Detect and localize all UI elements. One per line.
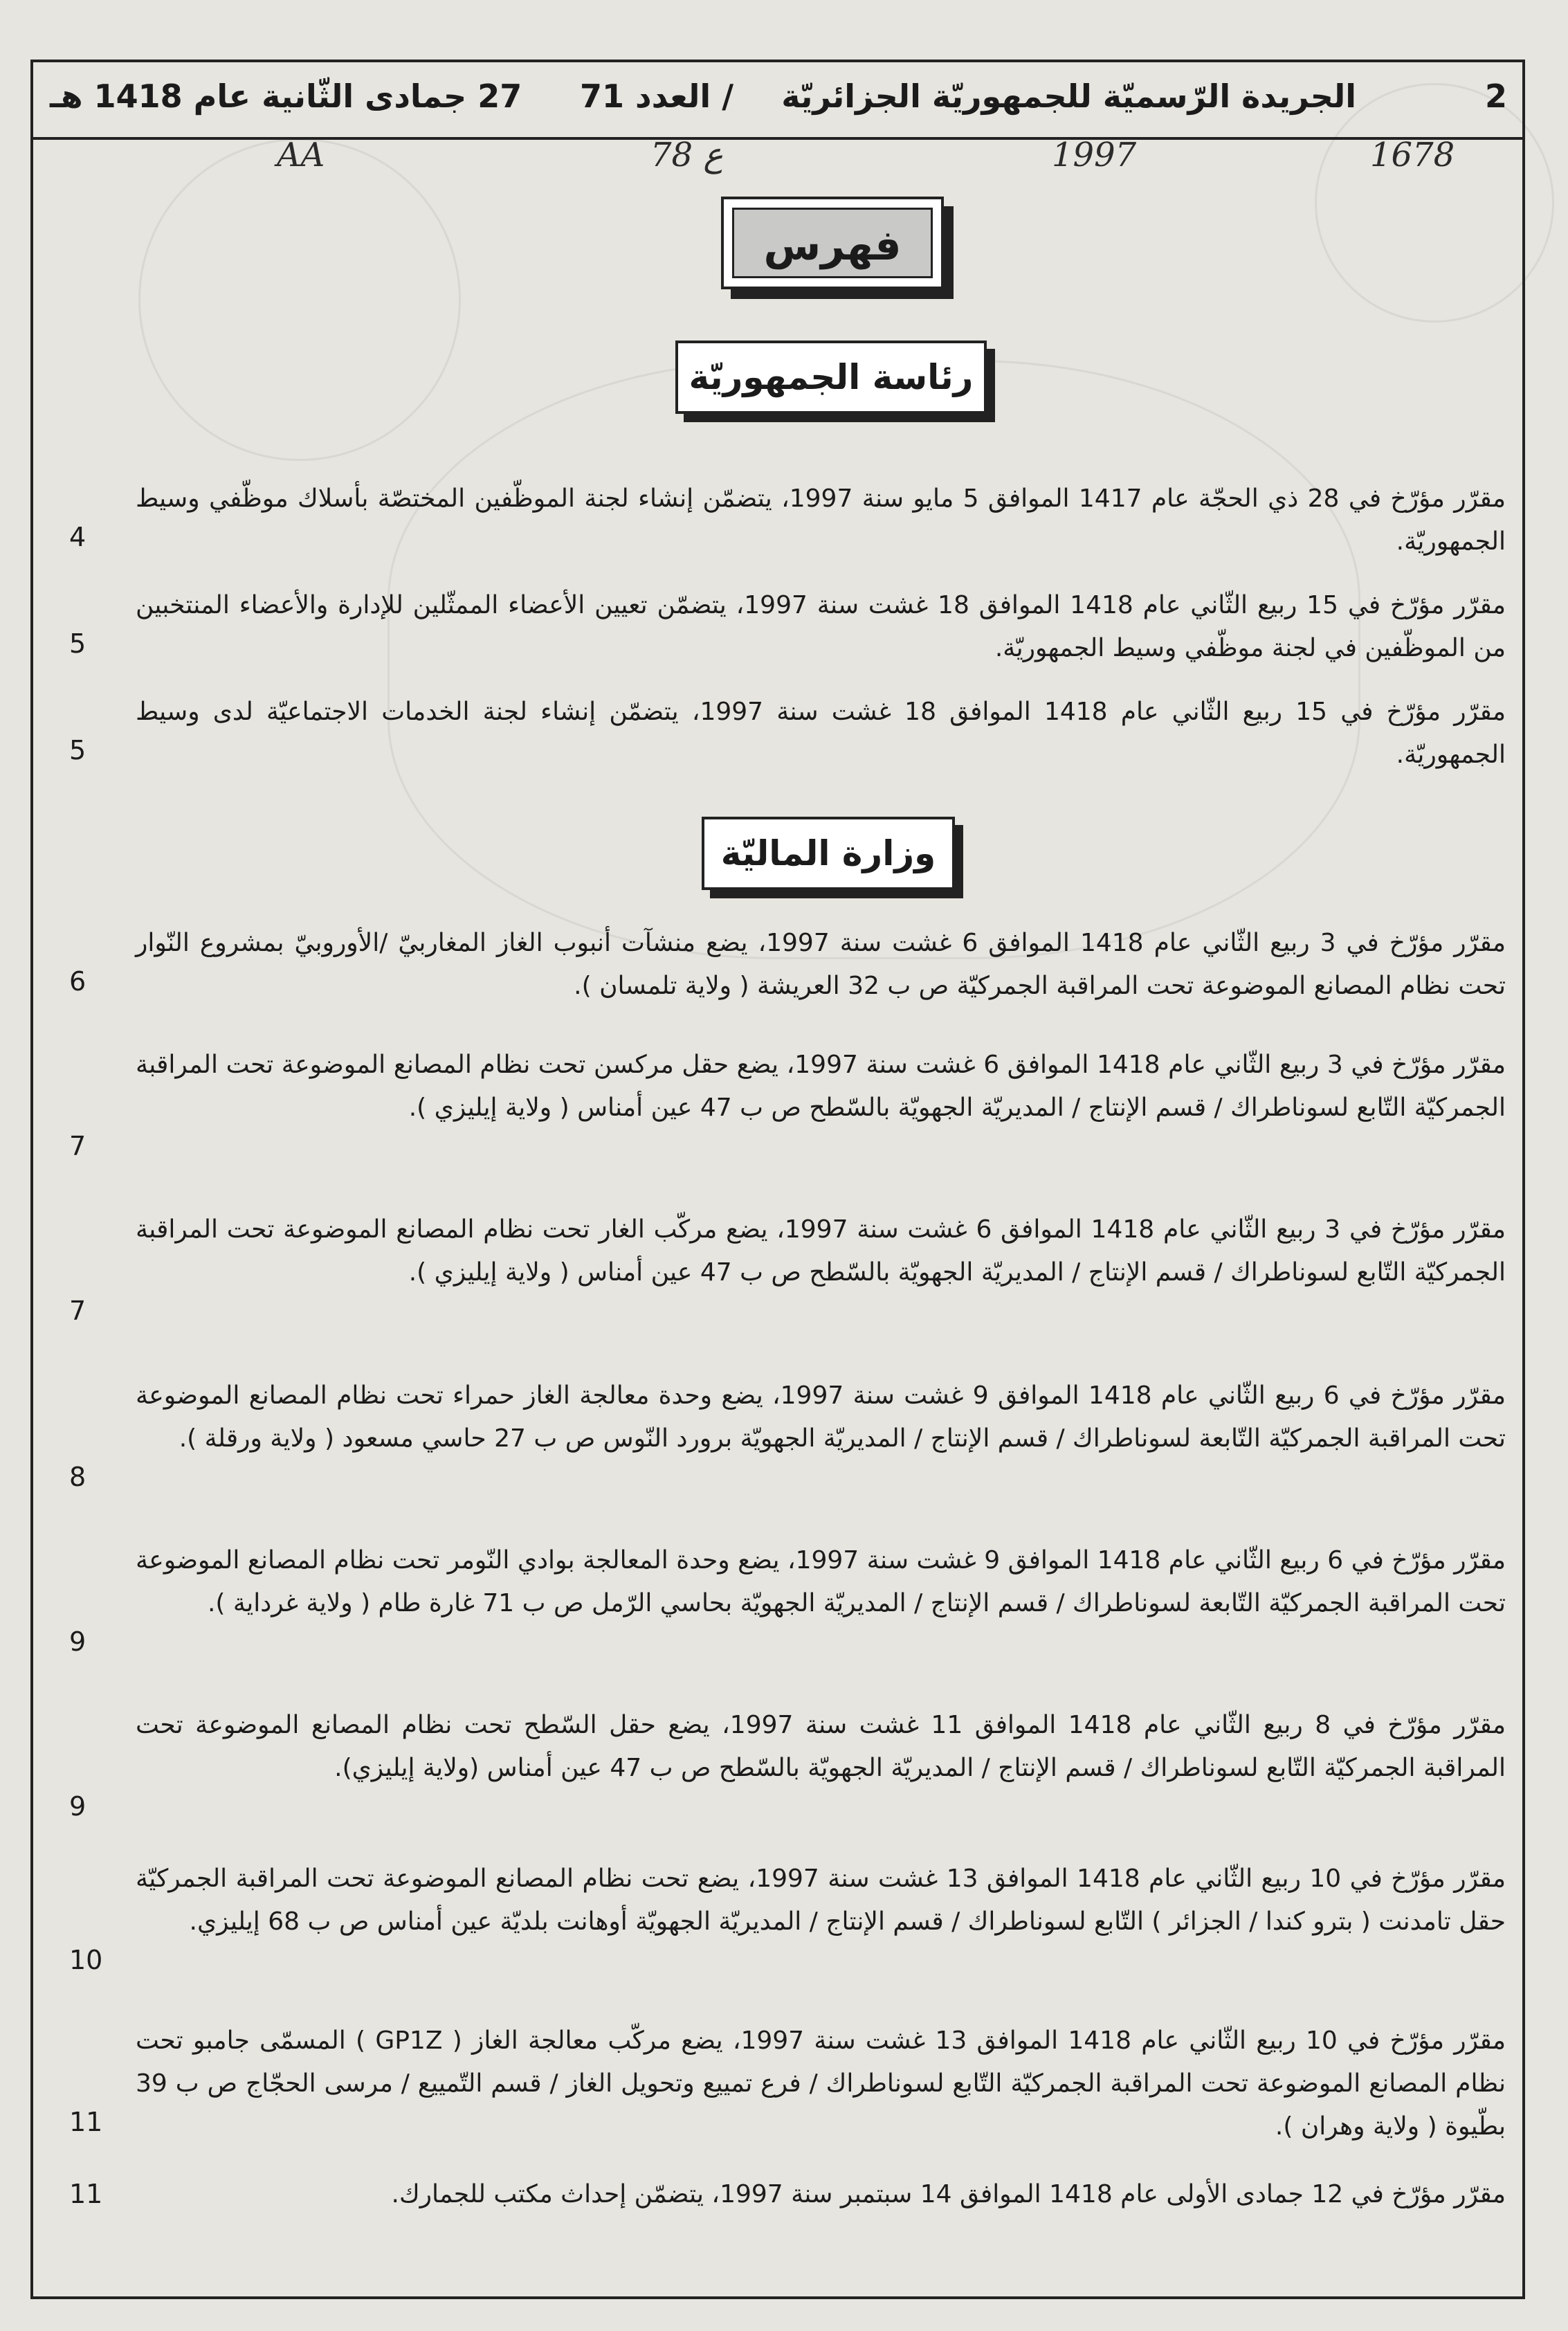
index-entry [136, 1044, 1506, 1130]
handwritten-note: 1997 [1052, 136, 1137, 174]
page-header [33, 62, 1522, 140]
entry-text: مقرّر مؤرّخ في 3 ربيع الثّاني عام 1418 الموافق 6 غشت سنة 1997، يضع منشآت أنبوب الغاز المغاربيّ /الأوروبيّ بمشروع النّوار تحت نظام المصانع الموضوعة تحت المراقبة الجمركيّة ص ب 32 العريشة ( ولاية تلمسان ). [136, 929, 1506, 1000]
entry-page-number: 4 [69, 522, 86, 552]
index-entry [136, 1539, 1506, 1625]
index-entry [136, 2173, 1506, 2216]
entry-page-number: 11 [69, 2179, 103, 2209]
index-entry [136, 922, 1506, 1008]
entry-text: مقرّر مؤرّخ في 6 ربيع الثّاني عام 1418 الموافق 9 غشت سنة 1997، يضع وحدة معالجة الغاز حمراء تحت نظام المصانع الموضوعة تحت المراقبة الجمركيّة التّابعة لسوناطراك / قسم الإنتاج / المديريّة الجهويّة برورد النّوس ص ب 27 حاسي مسعود ( ولاية ورقلة ). [136, 1381, 1506, 1453]
index-entry [136, 691, 1506, 777]
entry-text: مقرّر مؤرّخ في 10 ربيع الثّاني عام 1418 الموافق 13 غشت سنة 1997، يضع تحت نظام المصانع الموضوعة تحت المراقبة الجمركيّة حقل تامدنت ( بترو كندا / الجزائر ) التّابع لسوناطراك / قسم الإنتاج / المديريّة الجهويّة أوهانت بلديّة عين أمناس ص ب 68 إيليزي. [136, 1865, 1506, 1936]
index-entry [136, 1858, 1506, 1943]
entry-text: مقرّر مؤرّخ في 15 ربيع الثّاني عام 1418 الموافق 18 غشت سنة 1997، يتضمّن إنشاء لجنة الخدمات الاجتماعيّة لدى وسيط الجمهوريّة. [136, 698, 1506, 769]
entry-page-number: 11 [69, 2107, 103, 2137]
issue-date: 27 جمادى الثّانية عام 1418 هـ [50, 78, 522, 115]
entry-text: مقرّر مؤرّخ في 12 جمادى الأولى عام 1418 الموافق 14 سبتمبر سنة 1997، يتضمّن إحداث مكتب للجمارك. [391, 2180, 1506, 2208]
index-entry [136, 1704, 1506, 1790]
entry-page-number: 7 [69, 1131, 86, 1161]
entry-text: مقرّر مؤرّخ في 8 ربيع الثّاني عام 1418 الموافق 11 غشت سنة 1997، يضع حقل السّطح تحت نظام المصانع الموضوعة تحت المراقبة الجمركيّة التّابع لسوناطراك / قسم الإنتاج / المديريّة الجهويّة بالسّطح ص ب 47 عين أمناس (ولاية إيليزي). [136, 1711, 1506, 1782]
entry-page-number: 8 [69, 1462, 86, 1492]
entry-text: مقرّر مؤرّخ في 10 ربيع الثّاني عام 1418 الموافق 13 غشت سنة 1997، يضع مركّب معالجة الغاز ( GP1Z ) المسمّى جامبو تحت نظام المصانع الموضوعة تحت المراقبة الجمركيّة التّابع لسوناطراك / فرع تمييع وتحويل الغاز / قسم التّمييع / مرسى الحجّاج ص ب 39 بطّيوة ( ولاية وهران ). [136, 2026, 1506, 2141]
index-entry [136, 478, 1506, 563]
index-entry [136, 1208, 1506, 1294]
entry-page-number: 6 [69, 966, 86, 997]
entry-text: مقرّر مؤرّخ في 28 ذي الحجّة عام 1417 الموافق 5 مايو سنة 1997، يتضمّن إنشاء لجنة الموظّفين المختصّة بأسلاك موظّفي وسيط الجمهوريّة. [136, 484, 1506, 556]
index-entry [136, 2020, 1506, 2148]
entry-text: مقرّر مؤرّخ في 15 ربيع الثّاني عام 1418 الموافق 18 غشت سنة 1997، يتضمّن تعيين الأعضاء الممثّلين للإدارة والأعضاء المنتخبين من الموظّفين في لجنة موظّفي وسيط الجمهوريّة. [136, 591, 1506, 662]
entry-text: مقرّر مؤرّخ في 6 ربيع الثّاني عام 1418 الموافق 9 غشت سنة 1997، يضع وحدة المعالجة بوادي النّومر تحت نظام المصانع الموضوعة تحت المراقبة الجمركيّة التّابعة لسوناطراك / قسم الإنتاج / المديريّة الجهويّة بحاسي الرّمل ص ب 71 غارة طام ( ولاية غرداية ). [136, 1546, 1506, 1617]
index-entry [136, 584, 1506, 670]
entry-text: مقرّر مؤرّخ في 3 ربيع الثّاني عام 1418 الموافق 6 غشت سنة 1997، يضع مركّب الغار تحت نظام المصانع الموضوعة تحت المراقبة الجمركيّة التّابع لسوناطراك / قسم الإنتاج / المديريّة الجهويّة بالسّطح ص ب 47 عين أمناس ( ولاية إيليزي ). [136, 1215, 1506, 1287]
entry-page-number: 10 [69, 1945, 103, 1975]
journal-title: الجريدة الرّسميّة للجمهوريّة الجزائريّة [781, 78, 1356, 115]
entry-page-number: 5 [69, 628, 86, 659]
handwritten-note: 78 ع [650, 136, 723, 174]
section-title-finance: وزارة الماليّة [702, 817, 955, 890]
entry-page-number: 9 [69, 1791, 86, 1822]
handwritten-note: AA [277, 136, 325, 174]
handwritten-note: 1678 [1370, 136, 1455, 174]
index-title-box [721, 197, 944, 289]
index-title: فهرس [732, 208, 933, 278]
index-entry [136, 1375, 1506, 1460]
issue-number: / العدد 71 [579, 78, 733, 115]
page-number: 2 [1484, 78, 1507, 115]
section-title-presidency: رئاسة الجمهوريّة [675, 341, 987, 414]
entry-text: مقرّر مؤرّخ في 3 ربيع الثّاني عام 1418 الموافق 6 غشت سنة 1997، يضع حقل مركسن تحت نظام المصانع الموضوعة تحت المراقبة الجمركيّة التّابع لسوناطراك / قسم الإنتاج / المديريّة الجهويّة بالسّطح ص ب 47 عين أمناس ( ولاية إيليزي ). [136, 1051, 1506, 1122]
entry-page-number: 5 [69, 735, 86, 765]
entry-page-number: 9 [69, 1626, 86, 1657]
entry-page-number: 7 [69, 1296, 86, 1326]
